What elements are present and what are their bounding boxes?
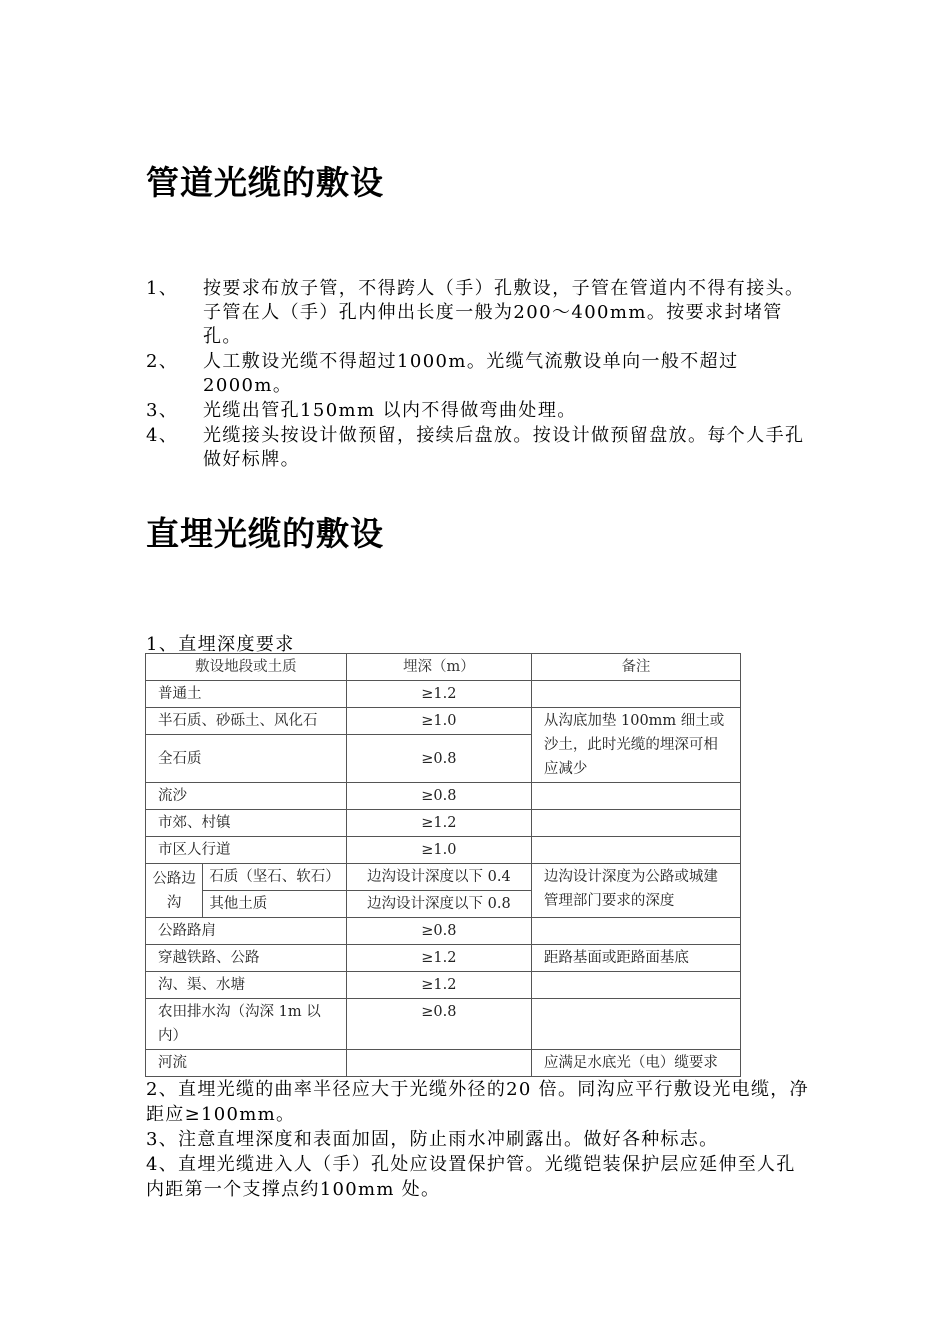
table-cell (531, 972, 740, 999)
table-cell (531, 810, 740, 837)
column-header: 敷设地段或土质 (146, 654, 347, 681)
table-row (146, 810, 741, 837)
list-item-number: 1、 (146, 278, 179, 299)
table-cell: 普通土 (146, 681, 347, 708)
table-cell-shared-note: 从沟底加垫 100mm 细土或沙土，此时光缆的埋深可相应减少 (531, 708, 740, 783)
table-cell (531, 681, 740, 708)
section-title-buried: 直埋光缆的敷设 (146, 514, 384, 553)
table-cell: ≥1.0 (346, 837, 531, 864)
table-header-row (146, 654, 741, 681)
table-cell: 穿越铁路、公路 (146, 945, 347, 972)
table-cell: 距路基面或距路面基底 (531, 945, 740, 972)
table-cell: 全石质 (146, 735, 347, 783)
table-cell: 流沙 (146, 783, 347, 810)
table-cell: 市郊、村镇 (146, 810, 347, 837)
table-cell: 河流 (146, 1050, 347, 1077)
table-cell: 石质（坚石、软石） (203, 864, 347, 891)
paragraph-protection-pipe: 4、直埋光缆进入人（手）孔处应设置保护管。光缆铠装保护层应延伸至人孔内距第一个支撑点约100mm 处。 (146, 1154, 796, 1200)
list-item-text: 人工敷设光缆不得超过1000m。光缆气流敷设单向一般不超过2000m。 (203, 351, 739, 396)
table-cell: 应满足水底光（电）缆要求 (531, 1050, 740, 1077)
list-item (146, 399, 811, 423)
table-cell: 沟、渠、水塘 (146, 972, 347, 999)
table-cell: ≥1.2 (346, 945, 531, 972)
table-caption: 1、直埋深度要求 (146, 634, 295, 655)
list-item-number: 2、 (146, 351, 179, 372)
table-cell: 半石质、砂砾土、风化石 (146, 708, 347, 735)
table-row (146, 681, 741, 708)
list-item-number: 3、 (146, 400, 179, 421)
table-cell (531, 918, 740, 945)
column-header: 埋深（m） (346, 654, 531, 681)
paragraph-reinforcement: 3、注意直埋深度和表面加固，防止雨水冲刷露出。做好各种标志。 (146, 1129, 719, 1150)
list-item-number: 4、 (146, 425, 179, 446)
table-cell: ≥1.0 (346, 708, 531, 735)
table-cell: 公路路肩 (146, 918, 347, 945)
table-row (146, 972, 741, 999)
list-item-text: 光缆出管孔150mm 以内不得做弯曲处理。 (203, 400, 577, 421)
burial-depth-table (145, 653, 741, 1077)
table-cell: ≥0.8 (346, 999, 531, 1050)
table-row (146, 864, 741, 891)
table-cell: ≥1.2 (346, 810, 531, 837)
list-item (146, 350, 811, 398)
column-header: 备注 (531, 654, 740, 681)
table-cell (531, 837, 740, 864)
table-row (146, 1050, 741, 1077)
list-item-text: 按要求布放子管，不得跨人（手）孔敷设，子管在管道内不得有接头。子管在人（手）孔内伸出长度一般为200～400mm。按要求封堵管孔。 (203, 278, 805, 347)
table-cell-note: 边沟设计深度为公路或城建管理部门要求的深度 (531, 864, 740, 918)
table-cell (531, 783, 740, 810)
duct-requirements-list (146, 277, 811, 473)
table-row (146, 783, 741, 810)
table-row (146, 708, 741, 735)
table-row (146, 999, 741, 1050)
table-cell: ≥0.8 (346, 735, 531, 783)
table-cell: 其他土质 (203, 891, 347, 918)
table-cell: 边沟设计深度以下 0.8 (346, 891, 531, 918)
table-cell (531, 999, 740, 1050)
table-cell: 市区人行道 (146, 837, 347, 864)
list-item-text: 光缆接头按设计做预留，接续后盘放。按设计做预留盘放。每个人手孔做好标牌。 (203, 425, 805, 470)
table-cell-group: 公路边沟 (146, 864, 203, 918)
table-cell: ≥1.2 (346, 972, 531, 999)
table-cell: ≥0.8 (346, 918, 531, 945)
table-cell: ≥1.2 (346, 681, 531, 708)
table-row (146, 945, 741, 972)
table-cell (346, 1050, 531, 1077)
list-item (146, 277, 811, 349)
table-cell: 边沟设计深度以下 0.4 (346, 864, 531, 891)
table-cell: 农田排水沟（沟深 1m 以内） (146, 999, 347, 1050)
paragraph-curvature: 2、直埋光缆的曲率半径应大于光缆外径的20 倍。同沟应平行敷设光电缆，净距应≥100mm。 (146, 1079, 809, 1125)
table-cell: ≥0.8 (346, 783, 531, 810)
list-item (146, 424, 811, 472)
table-row (146, 837, 741, 864)
section-title-duct: 管道光缆的敷设 (146, 163, 384, 202)
table-row (146, 918, 741, 945)
